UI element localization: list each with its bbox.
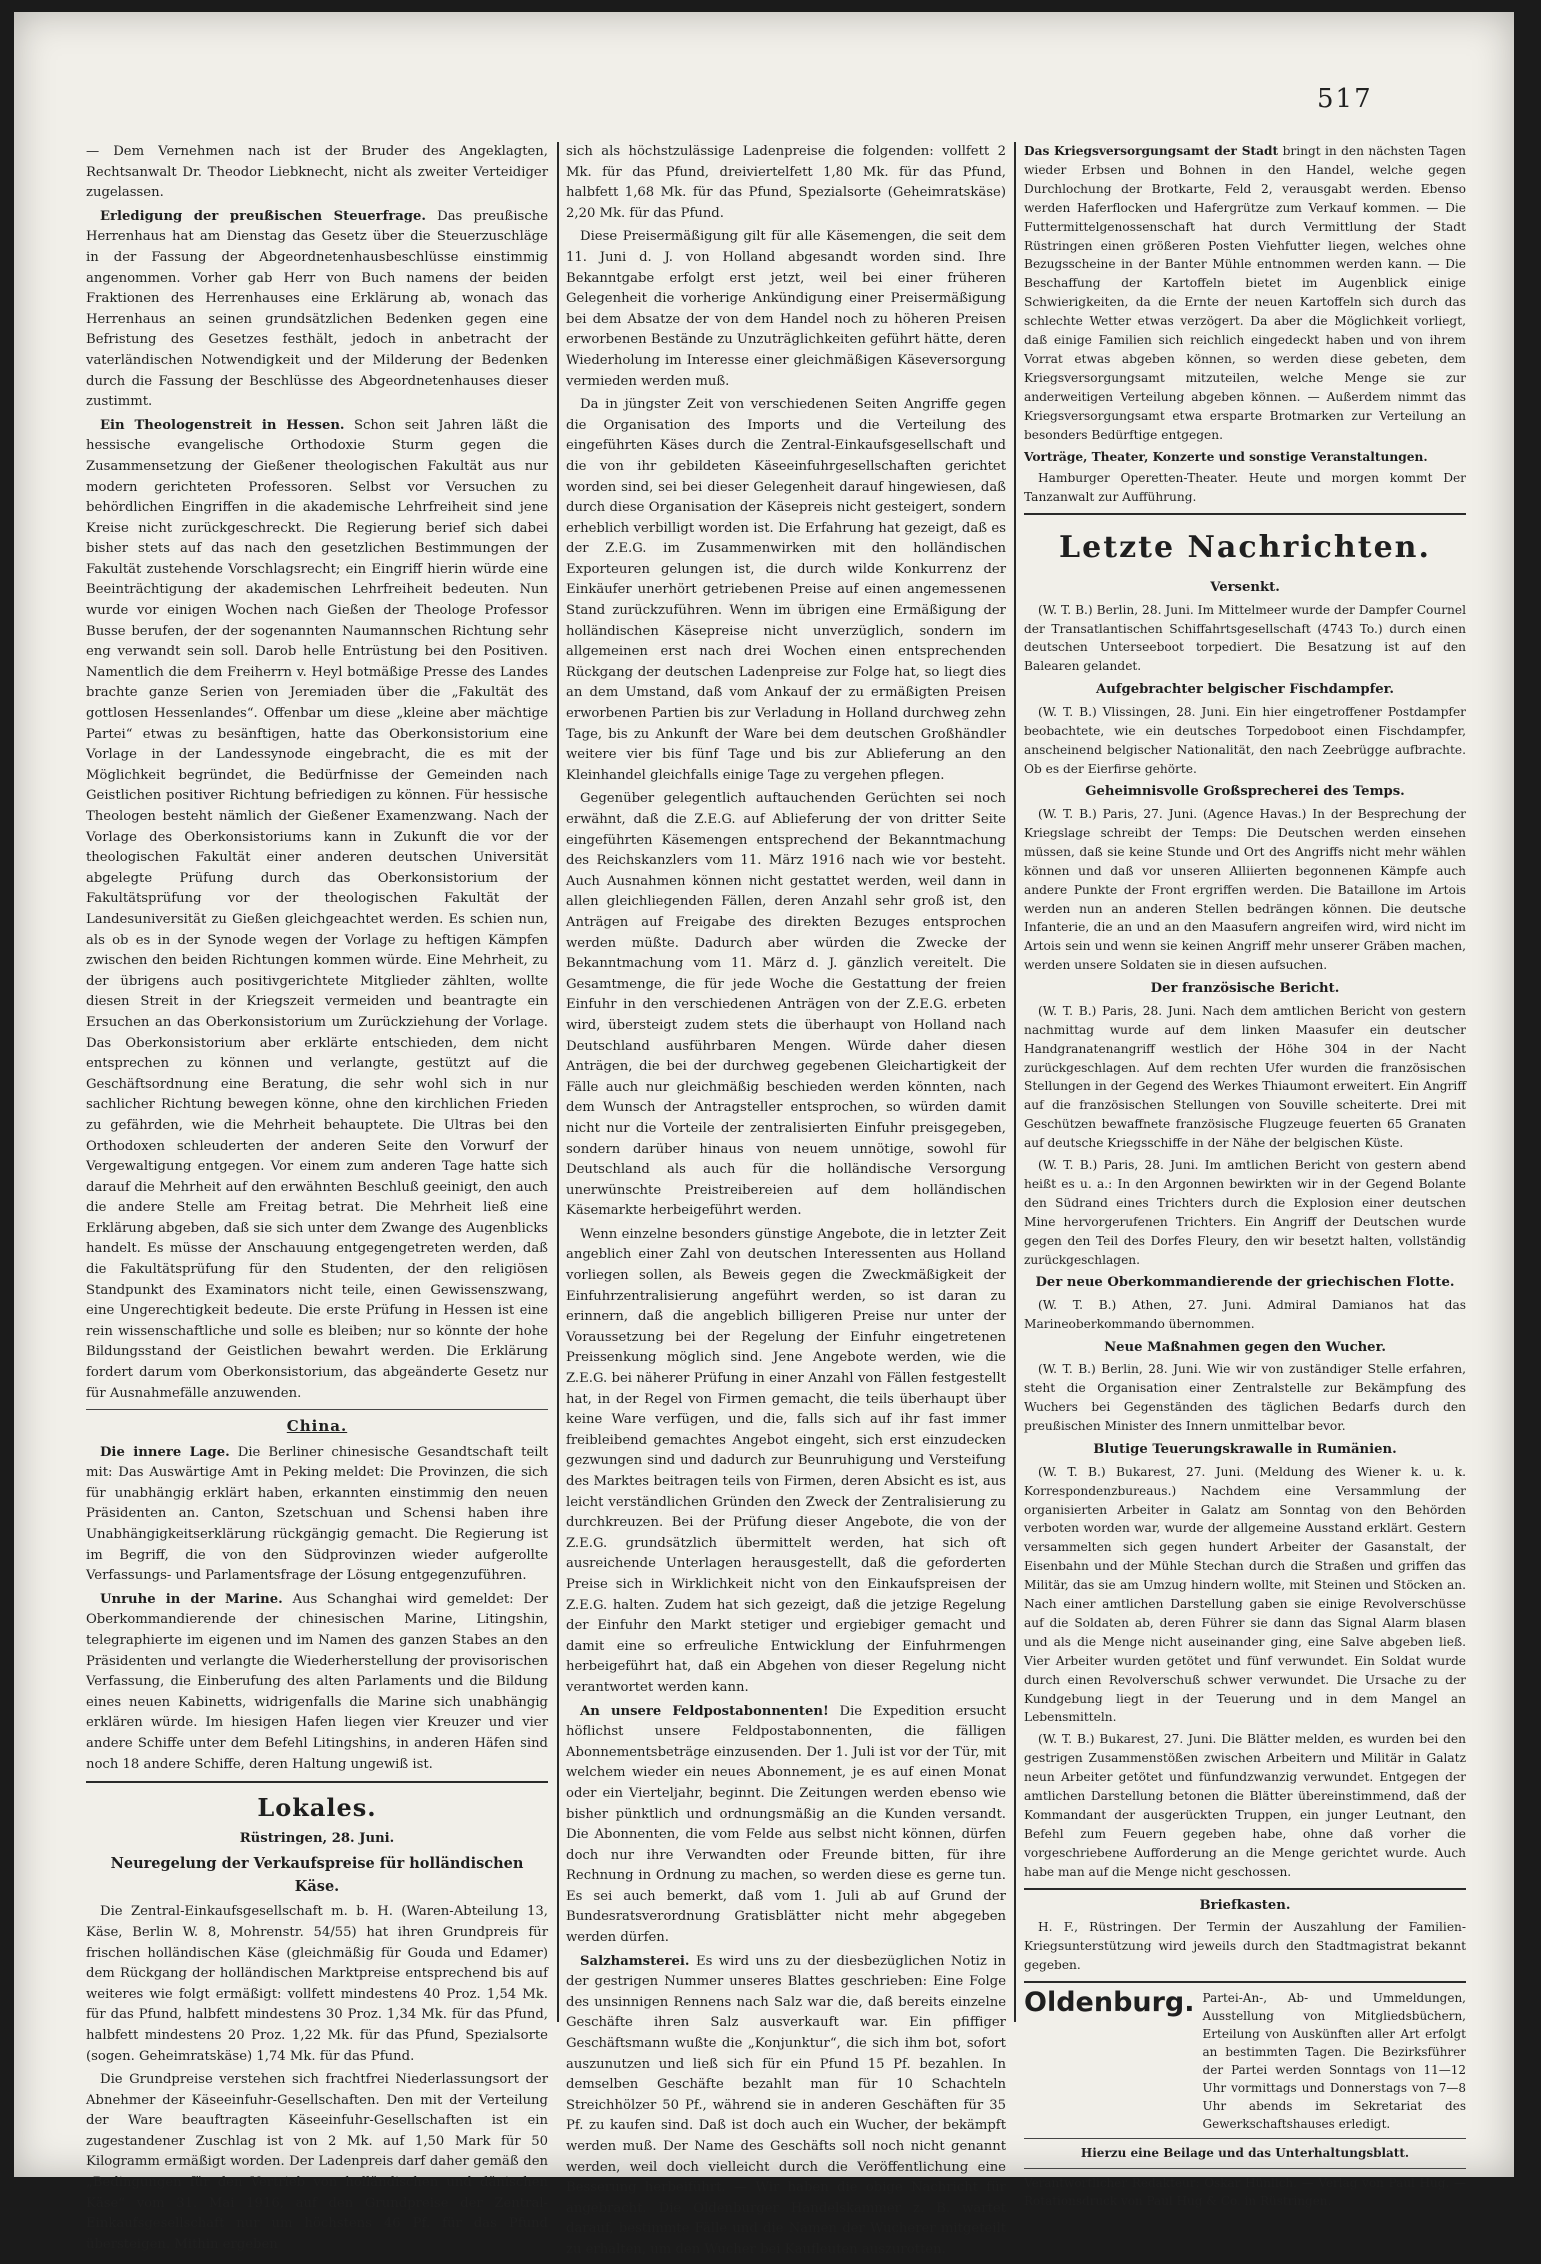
salz-article [566, 1952, 1006, 2261]
theologenstreit-body: Schon seit Jahren läßt die hessische evangelische Orthodoxie Sturm gegen die Zusammensetzung der Gießener theologischen Fakultät aus nur modern gerichteten Professoren. Selbst vor Versuchen zu behördlichen Eingriffen in die akademische Lehrfreiheit sind jene Kreise nicht zurückgeschreckt. Die Regierung berief sich dabei bisher stets auf das nach den gesetzlichen Bestimmungen der Fakultät zustehende Vorschlagsrecht; ein Eingriff hierin würde eine Beeinträchtigung der akademischen Lehrfreiheit bedeuten. Nun wurde vor einigen Wochen nach Gießen der Theologe Professor Busse berufen, der der sogenannten Naumannschen Richtung sehr eng verwandt sein soll. Darob helle Entrüstung bei den Positiven. Namentlich die dem Freiherrn v. Heyl botmäßige Presse des Landes brachte ganze Serien von Jeremiaden über die „Fakultät des gottlosen Hessenlandes“. Offenbar um diese „kleine aber mächtige Partei“ etwas zu besänftigen, hatte das Oberkonsistorium eine Vorlage in der Landessynode eingebracht, die es mit der Möglichkeit begründet, die Bedürfnisse der Gemeinden nach Geistlichen positiver Richtung befriedigen zu können. Für hessische Theologen besteht nämlich der Gießener Examenzwang. Nach der Vorlage des Oberkonsistoriums kann in Zukunft die vor der theologischen Fakultät einer anderen deutschen Universität abgelegte Prüfung durch das Oberkonsistorium der Fakultätsprüfung vor der theologischen Fakultät der Landesuniversität zu Gießen gleichgeachtet werden. Es schien nun, als ob es in der Synode wegen der Vorlage zu heftigen Kämpfen zwischen den beiden Richtungen kommen würde. Eine Mehrheit, zu der übrigens auch positivgerichtete Mitglieder zählten, wollte diesen Streit in der Kriegszeit vermeiden und beantragte ein Ersuchen an das Oberkonsistorium um Zurückziehung der Vorlage. Das Oberkonsistorium aber erklärte entschieden, dem nicht entsprechen zu können und verlangte, gestützt auf die Geschäftsordnung eine Beratung, die sehr wohl sich in nur sachlicher Richtung bewegen könne, ohne den kirchlichen Frieden zu gefährden, wie die Mehrheit behauptete. Die Ultras bei den Orthodoxen schleuderten der anderen Seite den Vorwurf der Vergewaltigung entgegen. Vor einem zum anderen Tage hatte sich darauf die Mehrheit auf den erwähnten Beschluß geeinigt, den auch die andere Stelle am Freitag betrat. Die Mehrheit ließ eine Erklärung abgeben, daß sie sich unter dem Zwange des Augenblicks handelt. Es müsse der Anschauung entgegengetreten werden, daß die Fakultätsprüfung für den Studenten, der den religiösen Standpunkt des Examinators nicht teile, einen Gewissenszwang, eine Ungerechtigkeit bedeute. Die erste Prüfung in Hessen ist eine rein wissenschaftliche und solle es bleiben; nur so könnte der hohe Bildungsstand der Geistlichen bewahrt werden. Die Erklärung fordert darum vom Oberkonsistorium, das abgeänderte Gesetz nur für Ausnahmefälle anzuwenden. [86, 417, 548, 1401]
divider [1024, 2138, 1466, 2139]
china-inner-body: Die Berliner chinesische Gesandtschaft teilt mit: Das Auswärtige Amt in Peking meldet: Die Provinzen, die sich für unabhängig erklärt haben, erkannten einstimmig den neuen Präsidenten an. Canton, Szetschuan und Schensi haben ihre Unabhängigkeitserklärung rückgängig gemacht. Die Regierung ist im Begriff, die von den Südprovinzen wieder aufgerollte Verfassungs- und Parlamentsfrage der Lösung entgegenzuführen. [86, 1444, 549, 1584]
column-rule [557, 142, 559, 2022]
theater-heading [1024, 448, 1466, 467]
letzte-nachrichten-title: Letzte Nachrichten. [1059, 530, 1431, 566]
china-section-title: China. [286, 1417, 348, 1436]
steuerfrage-article [86, 207, 548, 413]
china-inner-headline: Die innere Lage. [100, 1444, 230, 1460]
kaese-paragraph: Diese Preisermäßigung gilt für alle Käsemengen, die seit dem 11. Juni d. J. von Holland abgesandt worden sind. Ihre Bekanntgabe erfolgt erst jetzt, weil bei einer früheren Gelegenheit die vorherige Ankündigung einer Preisermäßigung bei dem Absatze der von dem Handel noch zu höheren Preisen erworbenen Bestände zu Unzuträglichkeiten geführt hätte, deren Wiederholung im Interesse einer gleichmäßigen Käseversorgung vermieden werden muß. [566, 229, 1006, 389]
news-item: (W. T. B.) Paris, 28. Juni. Im amtlichen Bericht von gestern abend heißt es u. a.: In den Argonnen bewirkten wir in der Gegend Bolante den Südrand eines Trichters durch die Explosion einer deutschen Mine hervorgerufenen Trichters. Ein Angriff der Deutschen wurde gegen den Teil des Dorfes Fleury, den wir besetzt halten, vollständig zurückgeschlagen. [1024, 1158, 1466, 1267]
kaese-headline: Neuregelung der Verkaufspreise für holländischen Käse. [110, 1855, 524, 1895]
briefkasten-title: Briefkasten. [1199, 1897, 1291, 1913]
news-headline: Geheimnisvolle Großsprecherei des Temps. [1085, 784, 1405, 800]
theologenstreit-article [86, 416, 548, 1405]
news-item: (W. T. B.) Berlin, 28. Juni. Wie wir von zuständiger Stelle erfahren, steht die Organisation einer Zentralstelle zur Bekämpfung des Wuchers bei Gegenständen des täglichen Bedarfs durch den preußischen Minister des Innern unmittelbar bevor. [1024, 1362, 1466, 1434]
steuerfrage-headline: Erledigung der preußischen Steuerfrage. [100, 208, 426, 224]
kriegsversorgung-headline: Das Kriegsversorgungsamt der Stadt [1024, 144, 1279, 158]
lokales-dateline: Rüstringen, 28. Juni. [239, 1830, 395, 1846]
china-inner-article [86, 1443, 548, 1587]
china-marine-body: Aus Schanghai wird gemeldet: Der Oberkommandierende der chinesischen Marine, Litingshin, telegraphierte im eigenen und im Namen des ganzen Stabes an den Präsidenten und verlangte die Wiederherstellung der provisorischen Verfassung, die Einberufung des alten Parlaments und die Bildung eines neuen Kabinetts, widrigenfalls die Marine sich unabhängig erklären würde. Im hiesigen Hafen liegen vier Kreuzer und vier andere Schiffe unter dem Befehl Litingshins, in anderen Häfen sind noch 18 andere Schiffe, deren Haltung ungewiß ist. [86, 1591, 548, 1772]
feldpost-headline: An unsere Feldpostabonnenten! [580, 1703, 829, 1719]
divider [86, 1409, 548, 1410]
news-item: (W. T. B.) Paris, 28. Juni. Nach dem amtlichen Bericht von gestern nachmittag wurde auf dem linken Maasufer ein deutscher Handgranatenangriff westlich der Höhe 304 in der Nacht zurückgeschlagen. Auf dem rechten Ufer wurden die französischen Stellungen in der Gegend des Werkes Thiaumont erweitert. Ein Angriff auf die französischen Stellungen von Souville scheiterte. Drei mit Geschützen bewaffnete französische Flugzeuge feuerten 65 Granaten auf deutsche Kriegsschiffe in der Nähe der belgischen Küste. [1024, 1003, 1466, 1151]
kaese-continuation: sich als höchstzulässige Ladenpreise die folgenden: vollfett 2 Mk. für das Pfund, dreiviertelfett 1,80 Mk. für das Pfund, halbfett 1,68 Mk. für das Pfund, Spezialsorte (Geheimratskäse) 2,20 Mk. für das Pfund. [566, 144, 1006, 221]
divider [1024, 513, 1466, 515]
kriegsversorgung-article [1024, 142, 1466, 445]
news-headline: Neue Maßnahmen gegen den Wucher. [1104, 1339, 1386, 1355]
right-column [1024, 142, 1466, 2211]
steuerfrage-body: Das preußische Herrenhaus hat am Dienstag das Gesetz über die Steuerzuschläge in der Fassung der Abgeordnetenhausbeschlüsse einstimmig angenommen. Vorher gab Herr von Buch namens der beiden Fraktionen des Herrenhauses eine Erklärung ab, wonach das Herrenhaus an seinen grundsätzlichen Bedenken gegen eine Befristung des Gesetzes festhält, jedoch in anbetracht der vaterländischen Notwendigkeit und der Milderung der Bedenken durch die Fassung der Beschlüsse des Abgeordnetenhauses dieser zustimmt. [86, 208, 549, 410]
news-headline: Aufgebrachter belgischer Fischdampfer. [1095, 682, 1395, 698]
news-headline: Blutige Teuerungskrawalle in Rumänien. [1093, 1442, 1397, 1458]
news-item: (W. T. B.) Vlissingen, 28. Juni. Ein hier eingetroffener Postdampfer beobachtete, wie ein deutsches Torpedoboot einen Fischdampfer, anscheinend belgischer Nationalität, den nach Zeebrügge aufbrachte. Ob es der Eierfirse gehörte. [1024, 704, 1466, 776]
column-rule [1014, 142, 1016, 2022]
news-headline: Der französische Bericht. [1150, 981, 1340, 997]
feldpost-body: Die Expedition ersucht höflichst unsere Feldpostabonnenten, die fälligen Abonnementsbeträge einzusenden. Der 1. Juli ist vor der Tür, mit welchem wieder ein neues Abonnement, je es auf einen Monat oder ein Vierteljahr, beginnt. Die Zeitungen werden ebenso wie bisher pünktlich und ordnungsmäßig an die Kunden versandt. Die Abonnenten, die vom Felde aus selbst nicht können, dürfen doch nur ihre Verwandten oder Freunde bitten, für ihre Rechnung in Ordnung zu machen, so werden diese es gerne tun. Es sei auch bemerkt, daß vom 1. Juli ab auf Grund der Bundesratsverordnung Gratisblätter nicht mehr abgegeben werden dürfen. [566, 1703, 1007, 1946]
divider [1024, 1981, 1466, 1983]
news-item: (W. T. B.) Bukarest, 27. Juni. (Meldung des Wiener k. u. k. Korrespondenzbureaus.) Nachdem eine Versammlung der organisierten Arbeiter in Galatz am Sonntag von den Behörden verboten worden war, wurde der allgemeine Ausstand erklärt. Gestern versammelten sich gegen hundert Arbeiter der Gasanstalt, der Eisenbahn und der Mühle Stechan durch die Straßen und griffen das Militär, das sie am Umzug hindern wollte, mit Steinen und Stöcken an. Nach einer amtlichen Darstellung gaben sie einige Revolverschüsse auf die Soldaten ab, deren Führer sie dann das Signal Alarm blasen und als die Menge nicht auseinander ging, eine Salve abgeben ließ. Vier Arbeiter wurden getötet und fünf verwundet. Ein Soldat wurde durch einen Revolverschuß schwer verwundet. Die Ursache zu der Kundgebung liegt in der Teuerung und in dem Mangel an Lebensmitteln. [1024, 1464, 1466, 1725]
news-headline: Versenkt. [1210, 580, 1280, 596]
liebknecht-note: — Dem Vernehmen nach ist der Bruder des Angeklagten, Rechtsanwalt Dr. Theodor Liebknecht, nicht als zweiter Verteidiger zugelassen. [86, 144, 548, 201]
beilage-note: Hierzu eine Beilage und das Unterhaltungsblatt. [1080, 2145, 1410, 2160]
oldenburg-notice [1024, 1986, 1466, 2133]
news-item: (W. T. B.) Paris, 27. Juni. (Agence Havas.) In der Besprechung der Kriegslage schreibt der Temps: Die Deutschen werden einsehen müssen, daß sie keine Stunde und Ort des Angriffs nicht mehr wählen können und daß vor unseren Alliierten begonnenen Kämpfe auch andere Punkte der Front ergriffen werden. Die Bataillone im Artois werden nun an anderen Stellen bedrängen können. Die deutsche Infanterie, die an und an den Maasufern angreifen wird, wird nicht im Artois sein und wenn sie keinen Angriff mehr unserer Gräben machen, werden unsere Soldaten sie in diesen aufsuchen. [1024, 807, 1466, 973]
theologenstreit-headline: Ein Theologenstreit in Hessen. [100, 417, 345, 433]
newspaper-page [14, 12, 1514, 2257]
news-item: (W. T. B.) Bukarest, 27. Juni. Die Blätter melden, es wurden bei den gestrigen Zusammenstößen zwischen Arbeitern und Militär in Galatz neun Arbeiter getötet und fünfundzwanzig verwundet. Entgegen der amtlichen Darstellung betonen die Blätter übereinstimmend, daß der Kommandant der ausgerückten Truppen, ein junger Leutnant, den Befehl zum Feuern gegeben habe, ohne daß vorher die vorgeschriebene Aufforderung an die Menge gerichtet wurde. Auch habe man auf die Menge nicht geschossen. [1024, 1732, 1466, 1879]
impressum: Verantwortlicher Redakteur: Oskar Hünlich. — Verlag von Paul Hug. — Rotationsdruck von Paul Hug & Co. in Rüstringen. [1024, 2175, 1466, 2209]
kaese-paragraph: Wenn einzelne besonders günstige Angebote, die in letzter Zeit angeblich einer Zahl von deutschen Interessenten aus Holland vorliegen sollen, als Beweis gegen die Zweckmäßigkeit der Einfuhrzentralisierung angeführt werden, so ist daran zu erinnern, daß die angeblich billigeren Preise nur unter der Voraussetzung bei der Regelung der Einfuhr eingetretenen Preissenkung möglich sind. Jene Angebote werden, wie die Z.E.G. bei näherer Prüfung in einer Anzahl von Fällen festgestellt hat, in der Regel von Firmen gemacht, die teils überhaupt über keine Ware verfügen, und die, falls sich auf ihr fast immer freibleibend gemachtes Angebot eingeht, sich erst einzudecken gezwungen sind und dadurch zur Beunruhigung und Versteifung des Marktes beitragen teils von Firmen, deren Absicht es ist, aus leicht verständlichen Gründen den Zweck der Zentralisierung zu durchkreuzen. Bei der Prüfung dieser Angebote, die von der Z.E.G. grundsätzlich übermittelt werden, hat sich oft ausreichende Unterlagen herausgestellt, daß die geforderten Preise sich in Wirklichkeit nicht von den Einkaufspreisen der Z.E.G. halten. Zudem hat sich gezeigt, daß die jetzige Regelung der Einfuhr den Markt stetiger und ergiebiger gemacht und damit eine so erfreuliche Entwicklung der Einfuhrmengen herbeigeführt hat, daß ein Abgehen von dieser Regelung nicht verantwortet werden kann. [566, 1226, 1006, 1695]
kriegsversorgung-body: bringt in den nächsten Tagen wieder Erbsen und Bohnen in den Handel, welche gegen Durchlochung der Brotkarte, Feld 2, verausgabt werden. Ebenso werden Haferflocken und Hafergrütze zum Verkauf kommen. — Die Futtermittelgenossenschaft hat durch Vermittlung der Stadt Rüstringen einen größeren Posten Viehfutter liegen, welches ohne Bezugsscheine in der Banter Mühle entnommen werden kann. — Die Beschaffung der Kartoffeln bietet im Augenblick einige Schwierigkeiten, da die Ernte der neuen Kartoffeln sich durch das schlechte Wetter etwas verzögert. Da aber die Möglichkeit vorliegt, daß einige Familien sich reichlich eingedeckt haben und von ihrem Vorrat etwas abgeben können, so werden diese gebeten, dem Kriegsversorgungsamt mitzuteilen, welche Menge sie zur anderweitigen Verteilung abgeben können. — Außerdem nimmt das Kriegsversorgungsamt etwa ersparte Brotmarken zur Verteilung an besonders Bedürftige entgegen. [1024, 144, 1467, 442]
news-headline: Der neue Oberkommandierende der griechischen Flotte. [1035, 1275, 1455, 1291]
briefkasten-body: H. F., Rüstringen. Der Termin der Auszahlung der Familien-Kriegsunterstützung wird jeweils durch den Stadtmagistrat bekannt gegeben. [1024, 1920, 1466, 1973]
oldenburg-heading: Oldenburg. [1024, 1986, 1195, 2018]
middle-column [566, 142, 1006, 2264]
feldpost-article [566, 1702, 1006, 1949]
kaese-paragraph: Da in jüngster Zeit von verschiedenen Seiten Angriffe gegen die Organisation des Imports und die Verteilung des eingeführten Käses durch die Zentral-Einkaufsgesellschaft und die von ihr gebildeten Käseeinfuhrgesellschaften gerichtet worden sind, sei bei dieser Gelegenheit darauf hingewiesen, daß durch diese Organisation der Käsepreis nicht gesteigert, sondern erheblich verbilligt worden ist. Die Erfahrung hat gezeigt, daß es der Z.E.G. im Zusammenwirken mit den holländischen Exporteuren gelungen ist, die durch wilde Konkurrenz der Einkäufer unerhört getriebenen Preise auf einen angemessenen Stand zurückzuführen. Wenn im übrigen eine Ermäßigung der holländischen Käsepreise nicht unverzüglich, sondern im allgemeinen erst nach drei Wochen einen entsprechenden Rückgang der deutschen Ladenpreise zur Folge hat, so liegt dies an dem Umstand, daß vom Ankauf der zu ermäßigten Preisen erworbenen Partien bis zur Verladung in Holland durchweg zehn Tage, bis zu Ankunft der Ware bei dem deutschen Großhändler weitere vier bis fünf Tage und bis zur Ablieferung an den Kleinhandel gleichfalls einige Tage zu vergehen pflegen. [566, 397, 1006, 783]
kaese-paragraph: Gegenüber gelegentlich auftauchenden Gerüchten sei noch erwähnt, daß die Z.E.G. auf Ablieferung der von dritter Seite eingeführten Käsemengen entsprechend der Bekanntmachung des Reichskanzlers vom 11. März 1916 nach wie vor besteht. Auch Ausnahmen können nicht gestattet werden, weil dann in allen gleichliegenden Fällen, deren Anzahl sehr groß ist, den Anträgen auf Freigabe des direkten Bezuges entsprochen werden müßte. Dadurch aber würden die Zwecke der Bekanntmachung vom 11. März d. J. gänzlich vereitelt. Die Gesamtmenge, die für jede Woche die Gestattung der freien Einfuhr in den verschiedenen Anträgen von der Z.E.G. erbeten wird, übersteigt zudem stets die überhaupt von Holland nach Deutschland ausführbaren Mengen. Würde daher diesen Anträgen, die bei der durchweg gegebenen Gleichartigkeit der Fälle auch nur gleichmäßig beschieden werden könnten, nach dem Wunsch der Antragsteller entsprochen, so würden damit nicht nur die Vorteile der zentralisierten Einfuhr preisgegeben, sondern darüber hinaus von neuem unnötige, sowohl für Deutschland als auch für die holländische Versorgung unerwünschte Preistreibereien auf dem holländischen Käsemarkte herbeigeführt werden. [566, 791, 1006, 1219]
divider [86, 1781, 548, 1783]
salz-body: Es wird uns zu der diesbezüglichen Notiz in der gestrigen Nummer unseres Blattes geschrieben: Eine Folge des unsinnigen Rennens nach Salz war die, daß bereits einzelne Geschäfte ihren Salz ausverkauft war. Ein pfiffiger Geschäftsmann wußte die „Konjunktur“, die sich ihm bot, sofort auszunutzen und ließ sich für ein Pfund 15 Pf. bezahlen. In demselben Geschäfte bezahlt man für 10 Schachteln Streichhölzer 50 Pf., während sie in anderen Geschäften für 35 Pf. zu kaufen sind. Daß ist doch auch ein Wucher, der bekämpft werden muß. Der Name des Geschäfts soll noch nicht genannt werden, weil doch vielleicht durch die Veröffentlichung eine Besserung herbeiführt. — Wir haben die obige Nachricht für angebracht. Die Oldenburger Handelskammer z. B. wartet darauf, bestimmte Fälle und die Namen der Wucherer mitgeteilt zu erhalten, um den Wucher bei Kaufleuten auszurotten. [566, 1953, 1006, 2257]
theater-headline: Vorträge, Theater, Konzerte und sonstige Veranstaltungen. [1024, 449, 1428, 464]
news-item: (W. T. B.) Berlin, 28. Juni. Im Mittelmeer wurde der Dampfer Cournel der Transatlantischen Schiffahrtsgesellschaft (4743 To.) durch einen deutschen Unterseeboot torpediert. Die Besatzung ist auf den Balearen gelandet. [1024, 602, 1466, 674]
divider [1024, 1888, 1466, 1890]
kaese-paragraph: Die Grundpreise verstehen sich frachtfrei Niederlassungsort der Abnehmer der Käseeinfuhr-Gesellschaften. Den mit der Verteilung der Ware beauftragten Käseeinfuhr-Gesellschaften ist ein zugestandener Zuschlag ist von 2 Mk. auf 1,50 Mark für 50 Kilogramm ermäßigt worden. Der Ladenpreis darf daher gemäß den „Bedingungen für den Vertrieb von holländischen und dänischen Käse“ vom 31. Mai 1916, auf den Grundpreise der Zentral-Einkaufsgesellschaft nur um höchstens 46 Pf. für das Pfund übersteigen. Mithin ergeben [86, 2072, 548, 2252]
news-item: (W. T. B.) Athen, 27. Juni. Admiral Damianos hat das Marineoberkommando übernommen. [1024, 1298, 1466, 1331]
lokales-section-title: Lokales. [257, 1793, 377, 1823]
salz-headline: Salzhamsterei. [580, 1953, 690, 1969]
divider [1024, 2168, 1466, 2169]
china-marine-headline: Unruhe in der Marine. [100, 1591, 283, 1607]
left-column [86, 142, 548, 2258]
kaese-paragraph: Die Zentral-Einkaufsgesellschaft m. b. H. (Waren-Abteilung 13, Käse, Berlin W. 8, Mohrenstr. 54/55) hat ihren Grundpreis für frischen holländischen Käse (gleichmäßig für Gouda und Edamer) dem Rückgang der holländischen Marktpreise entsprechend bis auf weiteres wie folgt ermäßigt: vollfett mindestens 40 Proz. 1,54 Mk. für das Pfund, halbfett mindestens 30 Proz. 1,34 Mk. für das Pfund, halbfett mindestens 20 Proz. 1,22 Mk. für das Pfund, Spezialsorte (sogen. Geheimratskäse) 1,74 Mk. für das Pfund. [86, 1904, 548, 2064]
oldenburg-body: Partei-An-, Ab- und Ummeldungen, Ausstellung von Mitgliedsbüchern, Erteilung von Auskünften aller Art erfolgt an bestimmten Tagen. Die Bezirksführer der Partei werden Sonntags von 11—12 Uhr vormittags und Donnerstags von 7—8 Uhr abends im Sekretariat des Gewerkschaftshauses erledigt. [1202, 1990, 1466, 2131]
china-marine-article [86, 1590, 548, 1775]
theater-body: Hamburger Operetten-Theater. Heute und morgen kommt Der Tanzanwalt zur Aufführung. [1024, 471, 1466, 505]
page-number: 517 [1317, 84, 1373, 114]
